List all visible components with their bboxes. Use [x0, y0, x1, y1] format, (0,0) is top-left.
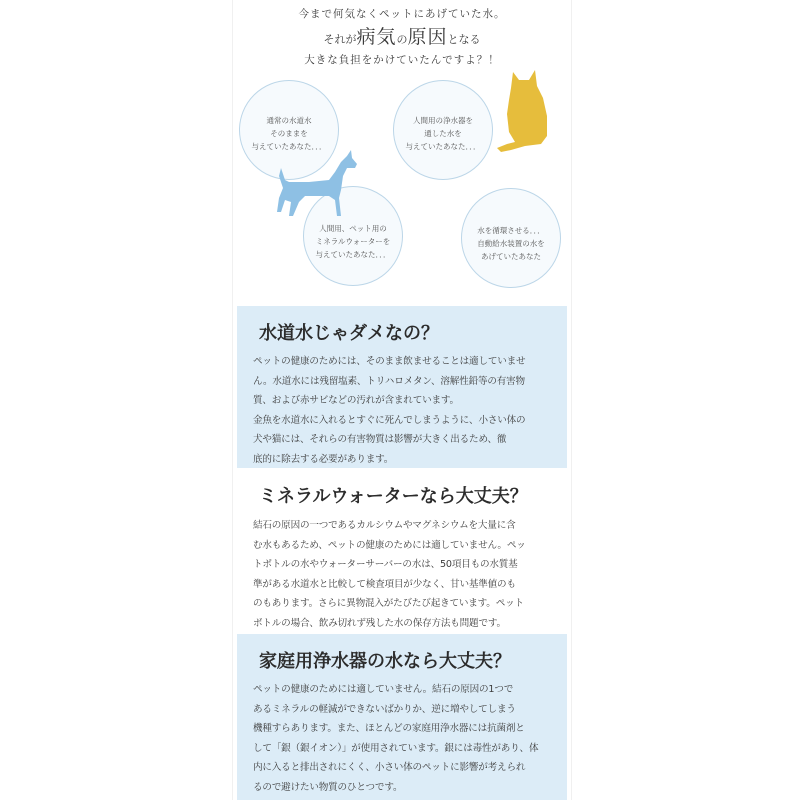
header-line-2-pre: それが: [323, 33, 357, 46]
dog-icon: [269, 150, 359, 226]
header-keyword-illness: 病気: [356, 26, 397, 48]
header-line-2-mid: の: [396, 33, 408, 46]
header-line-2-post: となる: [447, 33, 481, 46]
header-line-1: 今まで何気なくペットにあげていた水。: [298, 8, 506, 20]
cat-icon: [491, 66, 557, 158]
section-mineral-water-title: ミネラルウォーターなら大丈夫？: [259, 486, 528, 506]
section-home-purifier-title: 家庭用浄水器の水なら大丈夫？: [259, 651, 511, 671]
bubble-mineral-water-text: 人間用、ペット用の ミネラルウォーターを 与えていたあなた．．．: [315, 224, 391, 259]
section-home-purifier: [237, 634, 567, 800]
section-home-purifier-body: ペットの健康のためには適していません。結石の原因の1つで あるミネラルの軽減ができないばかりか、逆に増やしてしまう 機種すらあります。また、ほとんどの家庭用浄水器には抗菌剤と して「銀（銀イオン）」が使用されています。銀には毒性があり、体 内に入ると排出されにくく、小さい体のペットに影響が考えられ るので避けたい物質のひとつです。: [253, 684, 539, 793]
header-line-2: [233, 22, 571, 49]
bubble-home-purifier-text: 人間用の浄水器を 通した水を 与えていたあなた．．．: [405, 116, 481, 151]
bubble-tap-water-text: 通常の水道水 そのままを 与えていたあなた．．．: [251, 116, 327, 151]
section-mineral-water-body: 結石の原因の一つであるカルシウムやマグネシウムを大量に含 む水もあるため、ペットの健康のためには適していません。ペッ トボトルの水やウォーターサーバーの水は、50項目もの水質基 準がある水道水と比較して検査項目が少なく、甘い基準値のも のもあります。さらに異物混入がたびたび起きています。ペット ボトルの場合、飲み切れず残した水の保存方法も問題です。: [253, 520, 526, 629]
header-keyword-cause: 原因: [407, 26, 448, 48]
content-frame: [232, 0, 572, 800]
header-line-3: 大きな負担をかけていたんですよ？！: [304, 54, 500, 66]
section-tap-water: [237, 306, 567, 468]
section-tap-water-title: 水道水じゃダメなの？: [259, 323, 439, 343]
section-tap-water-body: ペットの健康のためには、そのまま飲ませることは適していませ ん。水道水には残留塩素、トリハロメタン、溶解性鉛等の有害物 質、および赤サビなどの汚れが含まれています。 金魚を水道水に入れるとすぐに死んでしまうように、小さい体の 犬や猫には、それらの有害物質は影響が大きく出るため、徹 底的に除去する必要があります。: [253, 356, 526, 465]
bubble-auto-feeder-text: 水を循環させる．．． 自動給水装置の水を あげていたあなた: [477, 226, 545, 261]
